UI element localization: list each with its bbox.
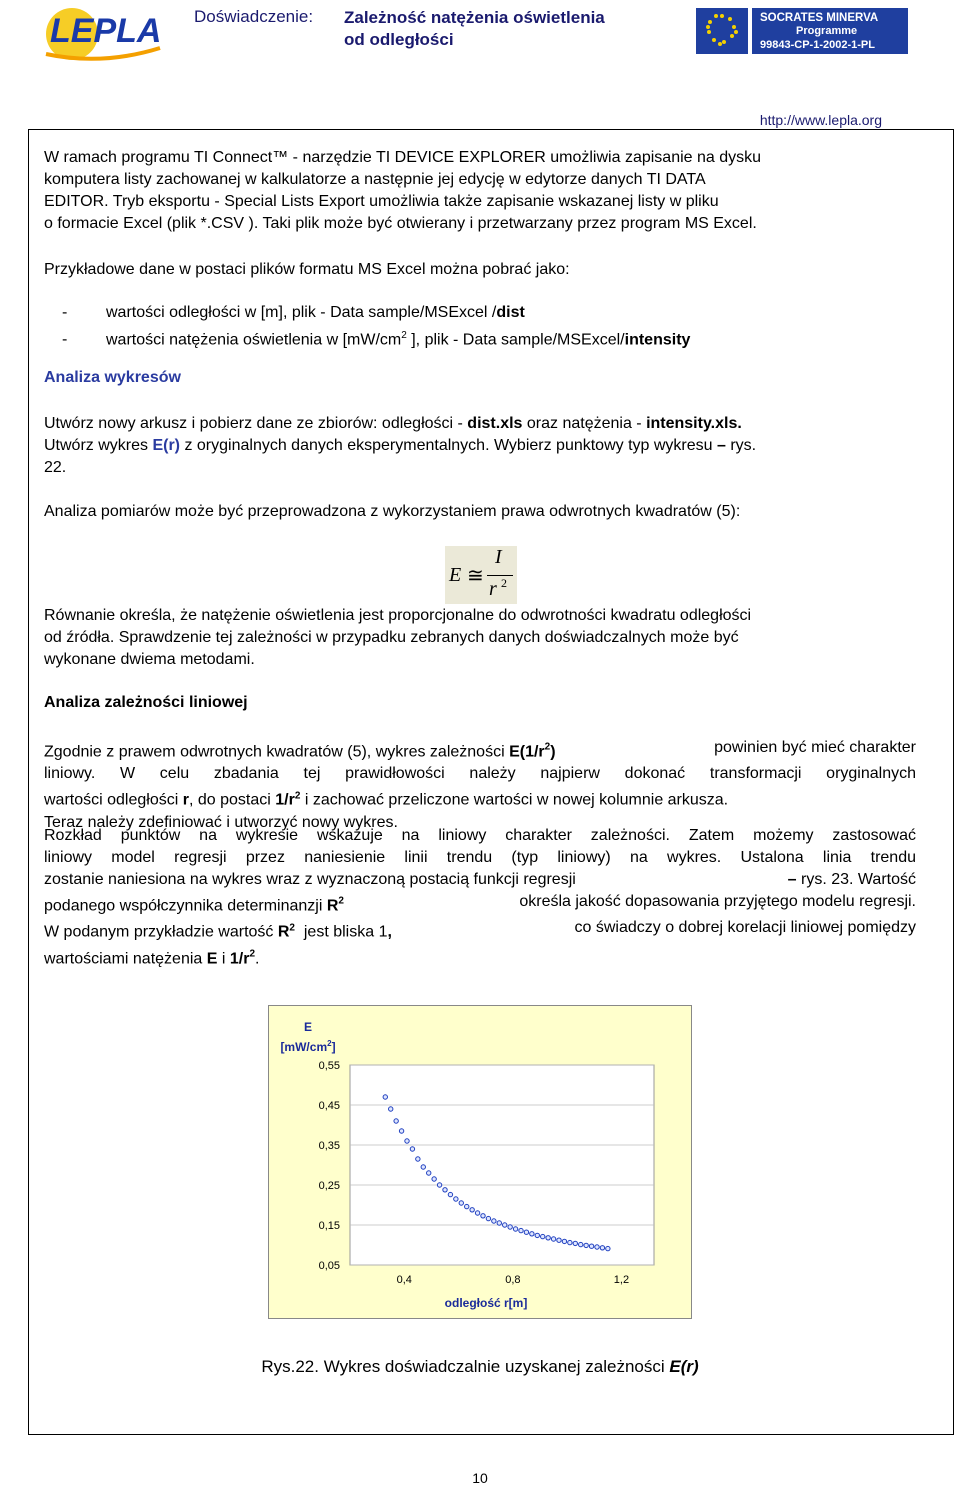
data-point	[454, 1197, 458, 1201]
data-point	[606, 1246, 610, 1250]
linear-paragraph-1: Zgodnie z prawem odwrotnych kwadratów (5), wykres zależności $E(1/r^2)$ powinien być mieć charakter liniowy. W celu zbadania tej prawidłowości należy najpierw dokonać transformacji oryginalnych wartości odległości r, do postaci $1/r^2$ i zachować przeliczone wartości w nowej kolumnie arkusza. Teraz należy zdefiniować i utworzyć nowy wykres.	[44, 739, 916, 831]
logo-text: LEPLA	[50, 12, 162, 50]
data-point	[416, 1157, 420, 1161]
website-url[interactable]: http://www.lepla.org	[759, 112, 882, 128]
data-point	[579, 1242, 583, 1246]
inverse-square-formula: E ≅ I r 2	[445, 546, 517, 604]
figure-caption: Rys.22. Wykres doświadczalnie uzyskanej zależności E(r)	[261, 1357, 699, 1376]
data-point	[421, 1165, 425, 1169]
data-point	[546, 1236, 550, 1240]
frame-bottom	[28, 1434, 954, 1435]
equation-explanation: Równanie określa, że natężenie oświetlenia jest proporcjonalne do odwrotności kwadratu odległości od źródła. Sprawdzenie tej zależności w przypadku zebranych danych doświadczalnych może być wykonane dwiema metodami.	[44, 607, 752, 668]
data-point	[562, 1239, 566, 1243]
data-point	[465, 1204, 469, 1208]
x-tick-label: 0,8	[505, 1274, 521, 1286]
svg-text:SOCRATES MINERVA: SOCRATES MINERVA	[760, 12, 879, 24]
fraction-bar	[487, 575, 513, 576]
y-tick-label: 0,15	[318, 1220, 340, 1232]
data-point	[519, 1228, 523, 1232]
data-point	[535, 1233, 539, 1237]
data-point	[508, 1225, 512, 1229]
data-point	[551, 1237, 555, 1241]
x-tick-label: 0,4	[396, 1274, 412, 1286]
y-tick-label: 0,55	[318, 1060, 340, 1072]
data-point	[486, 1216, 490, 1220]
data-point	[492, 1219, 496, 1223]
data-point	[600, 1246, 604, 1250]
plot-area	[350, 1065, 654, 1265]
header-rule	[28, 129, 954, 130]
data-point	[383, 1095, 387, 1099]
y-tick-label: 0,45	[318, 1100, 340, 1112]
data-point	[443, 1188, 447, 1192]
frame-left	[28, 129, 29, 1435]
section-heading-charts: Analiza wykresów	[44, 369, 181, 386]
data-point	[405, 1139, 409, 1143]
data-point	[513, 1227, 517, 1231]
y-tick-label: 0,05	[318, 1260, 340, 1272]
data-point	[541, 1234, 545, 1238]
section-heading-linear: Analiza zależności liniowej	[44, 694, 248, 711]
data-point	[584, 1243, 588, 1247]
data-point	[437, 1183, 441, 1187]
data-point	[497, 1221, 501, 1225]
data-point	[399, 1129, 403, 1133]
linear-paragraph-2: Rozkład punktów na wykresie wskazuje na liniowy charakter zależności. Zatem możemy zastosować liniowy model regresji przez naniesienie linii trendu (typ liniowy) na wykres. Ustalona linia trendu zostanie naniesiona na wykres wraz z wyznaczoną postacią funkcji regresji – rys. 23. Wartość podanego współczynnika determinanzji $R^2$ określa jakość dopasowania przyjętego modelu regresji. W podanym przykładzie wartość $R^2$ jest bliska 1, co świadczy o dobrej korelacji liniowej pomiędzy wartościami natężenia E i $1/r^2$.	[44, 827, 916, 967]
data-point	[459, 1201, 463, 1205]
data-point	[470, 1208, 474, 1212]
y-tick-label: 0,25	[318, 1180, 340, 1192]
data-point	[432, 1177, 436, 1181]
y-axis-label-line2: $[mW/cm^2]$	[280, 1039, 336, 1054]
list-item: - wartości natężenia oświetlenia w [$mW/cm^2$ ], plik - Data sample/MSExcel/intensity	[62, 330, 691, 349]
data-point	[589, 1244, 593, 1248]
data-point	[503, 1223, 507, 1227]
analysis-text: Analiza pomiarów może być przeprowadzona z wykorzystaniem prawa odwrotnych kwadratów (5):	[44, 503, 741, 520]
experiment-title: Zależność natężenia oświetlenia od odległości	[344, 8, 605, 49]
scatter-chart-e-vs-r	[268, 1005, 692, 1319]
y-tick-label: 0,35	[318, 1140, 340, 1152]
svg-text:99843-CP-1-2002-1-PL: 99843-CP-1-2002-1-PL	[760, 39, 875, 51]
download-intro: Przykładowe dane w postaci plików formatu MS Excel można pobrać jako:	[44, 261, 570, 278]
data-point	[475, 1211, 479, 1215]
data-point	[410, 1147, 414, 1151]
svg-text:Programme: Programme	[796, 25, 858, 37]
data-point	[530, 1232, 534, 1236]
charts-instructions: Utwórz nowy arkusz i pobierz dane ze zbiorów: odległości - dist.xls oraz natężenia - intensity.xls. Utwórz wykres E(r) z oryginalnych danych eksperymentalnych. Wybierz punktowy typ wykresu – rys. 22.	[44, 415, 757, 476]
experiment-label: Doświadczenie:	[194, 7, 314, 26]
data-point	[557, 1238, 561, 1242]
data-point	[389, 1107, 393, 1111]
page-number: 10	[472, 1470, 488, 1486]
intro-paragraph: W ramach programu TI Connect™ - narzędzie TI DEVICE EXPLORER umożliwia zapisanie na dysku komputera listy zachowanej w kalkulatorze a następnie jej edycję w edytorze danych TI DATA EDITOR. Tryb eksportu - Special Lists Export umożliwia także zapisanie wskazanej listy w pliku o formacie Excel (plik *.CSV ). Taki plik może być otwierany i przetwarzany przez program MS Excel.	[44, 149, 762, 232]
frame-right	[953, 129, 954, 1435]
y-axis-label-line1: E	[303, 1020, 313, 1034]
lepla-logo	[42, 4, 164, 66]
data-point	[448, 1192, 452, 1196]
x-tick-label: 1,2	[613, 1274, 630, 1286]
data-point	[427, 1171, 431, 1175]
data-point	[481, 1214, 485, 1218]
list-item: - wartości odległości w [m], plik - Data sample/MSExcel /dist	[62, 304, 525, 321]
x-axis-label: odległość r[m]	[444, 1296, 528, 1310]
data-point	[573, 1241, 577, 1245]
data-point	[595, 1245, 599, 1249]
data-point	[394, 1119, 398, 1123]
data-point	[524, 1230, 528, 1234]
data-point	[568, 1240, 572, 1244]
socrates-minerva-badge	[694, 2, 910, 62]
